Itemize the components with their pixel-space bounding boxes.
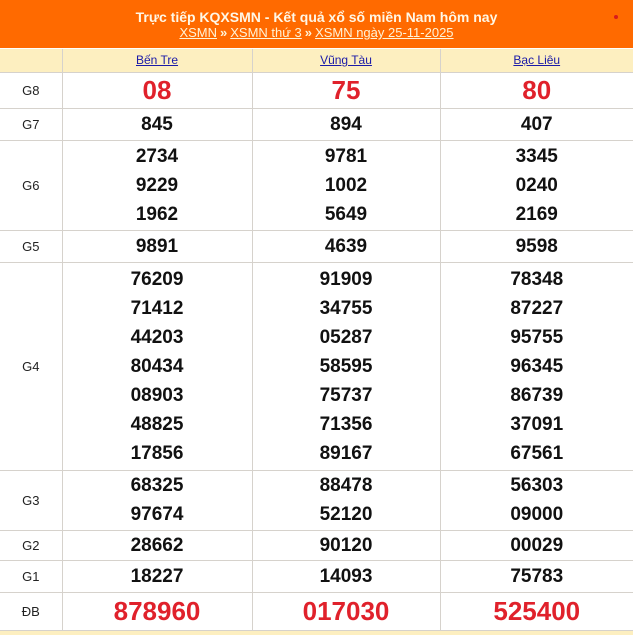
prize-cell xyxy=(252,530,440,560)
prize-cell xyxy=(62,560,252,592)
prize-cell xyxy=(440,108,633,140)
prize-cell xyxy=(252,470,440,530)
prize-number: 44203 xyxy=(130,326,184,348)
prize-cell xyxy=(252,108,440,140)
prize-number: 17856 xyxy=(130,442,184,464)
prize-number: 0240 xyxy=(515,174,558,196)
prize-number: 14093 xyxy=(319,565,373,587)
prize-number: 1002 xyxy=(324,174,368,196)
breadcrumb-separator: » xyxy=(304,25,313,40)
breadcrumb xyxy=(0,25,633,41)
prize-label: ĐB xyxy=(0,592,62,630)
prize-number: 4639 xyxy=(324,235,368,257)
prize-number: 894 xyxy=(330,113,362,135)
prize-number: 525400 xyxy=(493,595,581,626)
prize-number: 5649 xyxy=(324,203,368,225)
prize-number: 71412 xyxy=(130,297,184,319)
prize-cell xyxy=(62,230,252,262)
prize-row xyxy=(0,108,633,140)
prize-number: 017030 xyxy=(302,595,390,626)
prize-number: 91909 xyxy=(319,268,373,290)
prize-cell xyxy=(62,592,252,630)
prize-label: G3 xyxy=(0,470,62,530)
results-header xyxy=(0,0,633,48)
prize-number: 05287 xyxy=(319,326,373,348)
prize-number: 97674 xyxy=(130,504,184,525)
prize-number: 878960 xyxy=(113,595,201,626)
prize-number: 56303 xyxy=(510,475,564,496)
prize-cell xyxy=(252,262,440,470)
prize-number: 76209 xyxy=(130,268,184,290)
prize-number: 3345 xyxy=(515,145,558,167)
prize-cell xyxy=(440,72,633,108)
prize-number: 9891 xyxy=(135,235,179,257)
breadcrumb-xsmn-date[interactable]: XSMN ngày 25-11-2025 xyxy=(315,25,454,40)
results-body xyxy=(0,72,633,630)
prize-number: 68325 xyxy=(130,475,184,496)
results-table xyxy=(0,49,633,631)
prize-cell xyxy=(62,530,252,560)
prize-number: 00029 xyxy=(510,534,564,556)
prize-number: 2734 xyxy=(135,145,179,167)
prize-label: G7 xyxy=(0,108,62,140)
prize-cell xyxy=(62,140,252,230)
prize-cell xyxy=(62,108,252,140)
prize-row xyxy=(0,530,633,560)
prize-label: G5 xyxy=(0,230,62,262)
prize-number: 34755 xyxy=(319,297,373,319)
prize-number: 88478 xyxy=(319,475,373,496)
prize-label: G2 xyxy=(0,530,62,560)
prize-cell xyxy=(440,262,633,470)
prize-number: 75737 xyxy=(319,384,373,406)
prize-number: 37091 xyxy=(510,413,564,435)
prize-number: 90120 xyxy=(319,534,373,556)
prize-number: 1962 xyxy=(135,203,179,225)
prize-number: 18227 xyxy=(130,565,184,587)
prize-label: G1 xyxy=(0,560,62,592)
prize-number: 80434 xyxy=(130,355,184,377)
prize-cell xyxy=(252,140,440,230)
page-title: Trực tiếp KQXSMN - Kết quả xổ số miền Nam hôm nay xyxy=(135,9,498,25)
prize-number: 09000 xyxy=(510,504,564,525)
province-link-bac-lieu[interactable]: Bạc Liêu xyxy=(513,53,561,68)
breadcrumb-xsmn-thu-3[interactable]: XSMN thứ 3 xyxy=(230,25,302,40)
province-link-ben-tre[interactable]: Bến Tre xyxy=(135,53,179,68)
prize-row xyxy=(0,230,633,262)
prize-number: 407 xyxy=(520,113,553,135)
prize-number: 78348 xyxy=(510,268,564,290)
prize-number: 08903 xyxy=(130,384,184,406)
prize-number: 52120 xyxy=(319,504,373,525)
prize-cell xyxy=(252,72,440,108)
prize-number: 9229 xyxy=(135,174,179,196)
prize-number: 9598 xyxy=(515,235,558,257)
prize-label: G8 xyxy=(0,72,62,108)
prize-number: 87227 xyxy=(510,297,564,319)
prize-cell xyxy=(62,470,252,530)
prize-number: 58595 xyxy=(319,355,373,377)
prize-cell xyxy=(62,72,252,108)
prize-number: 80 xyxy=(522,74,552,105)
prize-cell xyxy=(62,262,252,470)
prize-cell xyxy=(440,560,633,592)
prize-cell xyxy=(440,530,633,560)
prize-number: 86739 xyxy=(510,384,564,406)
prize-row xyxy=(0,140,633,230)
prize-number: 95755 xyxy=(510,326,564,348)
breadcrumb-xsmn[interactable]: XSMN xyxy=(179,25,217,40)
prize-number: 71356 xyxy=(319,413,373,435)
prize-cell xyxy=(252,560,440,592)
prize-column-header xyxy=(0,49,62,72)
prize-number: 89167 xyxy=(319,442,373,464)
prize-row xyxy=(0,262,633,470)
prize-label: G6 xyxy=(0,140,62,230)
live-dot-icon xyxy=(614,15,618,19)
prize-number: 48825 xyxy=(130,413,184,435)
province-header-row xyxy=(0,49,633,72)
table-footer-bar xyxy=(0,630,633,635)
prize-label: G4 xyxy=(0,262,62,470)
prize-number: 2169 xyxy=(515,203,558,225)
prize-number: 67561 xyxy=(510,442,564,464)
prize-cell xyxy=(252,592,440,630)
prize-number: 9781 xyxy=(324,145,368,167)
prize-row xyxy=(0,72,633,108)
prize-number: 75783 xyxy=(510,565,564,587)
prize-cell xyxy=(440,230,633,262)
prize-cell xyxy=(440,140,633,230)
prize-cell xyxy=(440,470,633,530)
prize-row xyxy=(0,592,633,630)
prize-number: 28662 xyxy=(130,534,184,556)
prize-number: 75 xyxy=(331,74,361,105)
prize-number: 08 xyxy=(142,74,172,105)
prize-number: 845 xyxy=(141,113,173,135)
province-link-vung-tau[interactable]: Vũng Tàu xyxy=(320,53,372,68)
prize-number: 96345 xyxy=(510,355,564,377)
prize-cell xyxy=(440,592,633,630)
prize-cell xyxy=(252,230,440,262)
breadcrumb-separator: » xyxy=(220,25,228,40)
prize-row xyxy=(0,560,633,592)
prize-row xyxy=(0,470,633,530)
